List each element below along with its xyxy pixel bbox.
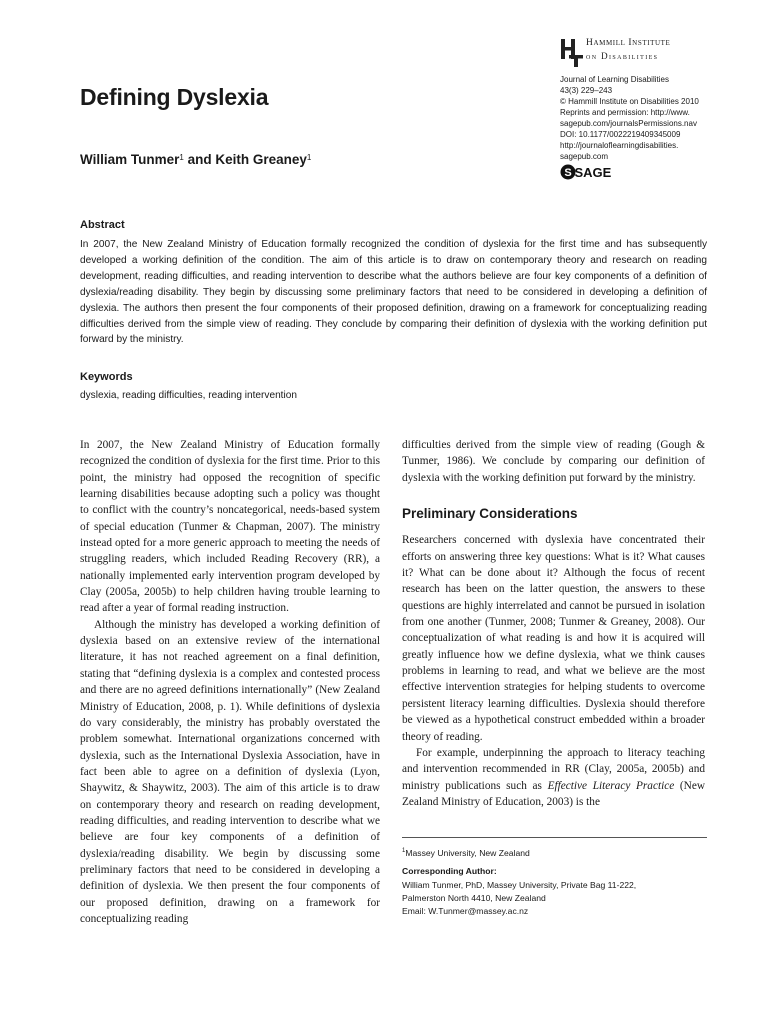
publisher-name-line2: on Disabilities [586, 51, 659, 61]
keywords-heading: Keywords [80, 371, 133, 383]
paragraph [402, 745, 705, 810]
paragraph: Researchers concerned with dyslexia have concentrated their efforts on answering three key questions: What is it? What causes it? What can be done about it? Although the focus of recent research has been on the latter question, the answers to these questions are highly interrelated and cannot be pursued in isolation from one another (Tunmer, 2008; Tunmer & Greaney, 2008). Our conceptualization of what reading is and how it is acquired will greatly influence how we define dyslexia, what we think causes problems in learning to read, and what we believe are the most effective intervention strategies for helping students to overcome persistent literacy learning difficulties. Dyslexia should therefore be viewed as a hypothetical construct embedded within a broader theory of reading. [402, 534, 705, 743]
paragraph-text: For example, underpinning the approach to literacy teaching and intervention recommended in RR (Clay, 2005a, 2005b) and ministry publications such as [402, 746, 705, 792]
section-heading: Preliminary Considerations [402, 506, 578, 522]
abstract-heading: Abstract [80, 219, 125, 231]
sage-label: SAGE [574, 165, 612, 180]
paragraph-text: (New Zealand Ministry of Education, 2003) is the [402, 779, 705, 808]
journal-name: Journal of Learning Disabilities [560, 75, 669, 84]
article-authors [80, 152, 311, 167]
author-2: and Keith Greaney [183, 152, 307, 167]
paragraph: Although the ministry has developed a working definition of dyslexia based on an extensive review of the international literature, it has not reached agreement on a final definition, stating that “defining dyslexia is a complex and contested process and there are no agreed definitions internationally” (New Zealand Ministry of Education, 2008, p. 1). While definitions of dyslexia do vary considerably, the ministry has probably overstated the problem somewhat. International organizations concerned with dyslexia, such as the International Dyslexia Association, have in fact been able to agree on a definition of dyslexia (Lyon, Shaywitz, & Shaywitz, 2003). The aim of this article is to draw on contemporary theory and research on reading development, reading difficulties, and reading intervention to describe what we believe are four key components of a definition of dyslexia/reading disability. We begin by discussing some preliminary factors that need to be considered in developing a definition of dyslexia. We then present the four components of our proposed definition, drawing on a framework for conceptualizing reading [80, 618, 380, 925]
paragraph: difficulties derived from the simple view of reading (Gough & Tunmer, 1986). We conclude by comparing our definition of dyslexia with the working definition put forward by the ministry. [402, 439, 705, 484]
corresponding-author-details [402, 879, 636, 919]
journal-copyright: © Hammill Institute on Disabilities 2010 [560, 97, 699, 106]
article-title: Defining Dyslexia [80, 84, 269, 110]
sage-logo-icon [560, 163, 620, 181]
author-1-mark: 1 [179, 153, 184, 162]
abstract-text: In 2007, the New Zealand Ministry of Education formally recognized the condition of dyslexia for the first time and has subsequently developed a working definition of the condition. The aim of this article is to draw on contemporary theory and research on reading development, reading difficulties, and reading intervention to describe what the authors believe are four key components of a definition of dyslexia/reading disability. They begin by discussing some preliminary factors that need to be considered in developing a definition of dyslexia. The authors then present the four components of their proposed definition, drawing on a framework for conceptualizing reading difficulties derived from the simple view of reading. They conclude by comparing their definition of dyslexia with the working definition put forward by the ministry. [80, 239, 707, 346]
affiliation-text: Massey University, New Zealand [405, 848, 530, 858]
affiliation-mark: 1 [402, 848, 406, 855]
journal-reprints-line2[interactable]: sagepub.com/journalsPermissions.nav [560, 119, 697, 128]
footnote-divider [402, 837, 707, 838]
journal-url-line1[interactable]: http://journaloflearningdisabilities. [560, 141, 679, 150]
journal-info [560, 74, 750, 162]
svg-text:S: S [564, 167, 572, 179]
corresponding-author-line: William Tunmer, PhD, Massey University, Private Bag 11-222, [402, 880, 637, 890]
publisher-name-line1: Hammill Institute [586, 38, 671, 48]
body-column-right [402, 437, 705, 810]
affiliation-note [402, 848, 530, 858]
author-2-mark: 1 [306, 153, 312, 162]
journal-volume: 43(3) 229–243 [560, 86, 613, 95]
journal-doi[interactable]: DOI: 10.1177/0022219409345009 [560, 130, 681, 139]
italic-title: Effective Literacy Practice [547, 779, 675, 792]
corresponding-author-heading: Corresponding Author: [402, 866, 497, 876]
journal-url-line2[interactable]: sagepub.com [560, 152, 609, 161]
corresponding-author-line: Palmerston North 4410, New Zealand [402, 893, 546, 904]
body-column-left [80, 437, 380, 927]
corresponding-author-email[interactable]: Email: W.Tunmer@massey.ac.nz [402, 906, 529, 917]
paragraph: In 2007, the New Zealand Ministry of Education formally recognized the condition of dyslexia for the first time. Prior to this point, the ministry had opposed the recognition of specific learning disabilities because adopting such a policy was thought to conflict with the country’s noncategorical, needs-based system of special education (Tunmer & Chapman, 2007). The ministry instead opted for a more generic approach to meeting the needs of struggling readers, which included Reading Recovery (RR), a nationally implemented early intervention program developed by Clay (2005a, 2005b) to help children having trouble learning to read after a year of formal reading instruction. [80, 439, 380, 615]
hammill-logo-icon [560, 38, 584, 68]
keywords-text: dyslexia, reading difficulties, reading intervention [80, 390, 297, 401]
publisher-logo [560, 36, 730, 72]
journal-reprints-line1[interactable]: Reprints and permission: http://www. [560, 108, 690, 117]
author-1: William Tunmer [80, 152, 180, 167]
